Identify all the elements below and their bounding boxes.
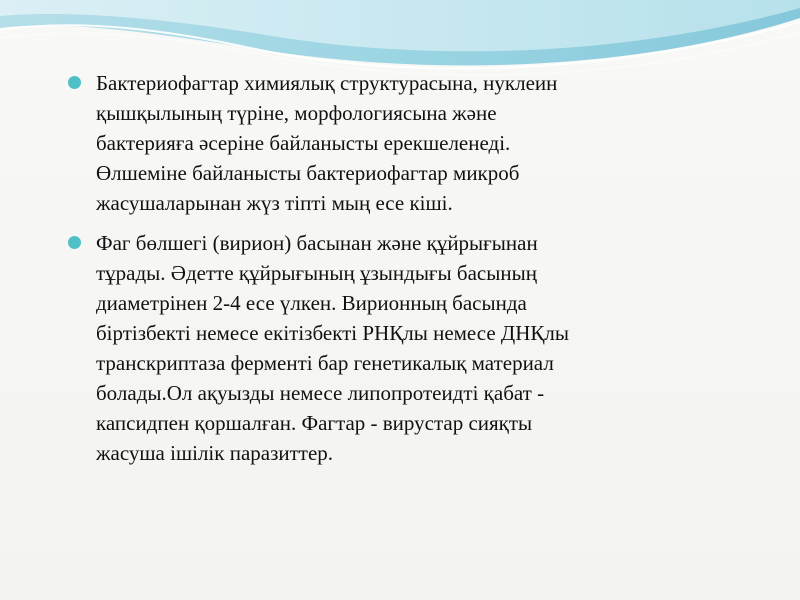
bullet-dot-icon [68,76,81,89]
bullet-text: Бактериофагтар химиялық структурасына, нуклеин қышқылының түріне, морфологиясына және бактерияға әсеріне байланысты ерекшеленеді. Өлшеміне байланысты бактериофагтар микроб жасушаларынан жүз тіпті мың есе кіші. [96,71,558,215]
bullet-item [60,68,750,218]
bullet-item [60,228,750,468]
bullet-text: Фаг бөлшегі (вирион) басынан және құйрығынан тұрады. Әдетте құйрығының ұзындығы басының диаметрінен 2-4 есе үлкен. Вирионның басында біртізбекті немесе екітізбекті РНҚлы немесе ДНҚлы транскриптаза ферменті бар генетикалық материал болады.Ол ақуызды немесе липопротеидті қабат - капсидпен қоршалған. Фагтар - вирустар сияқты жасуша ішілік паразиттер. [96,231,570,465]
bullet-dot-icon [68,236,81,249]
bullet-list [60,68,750,478]
